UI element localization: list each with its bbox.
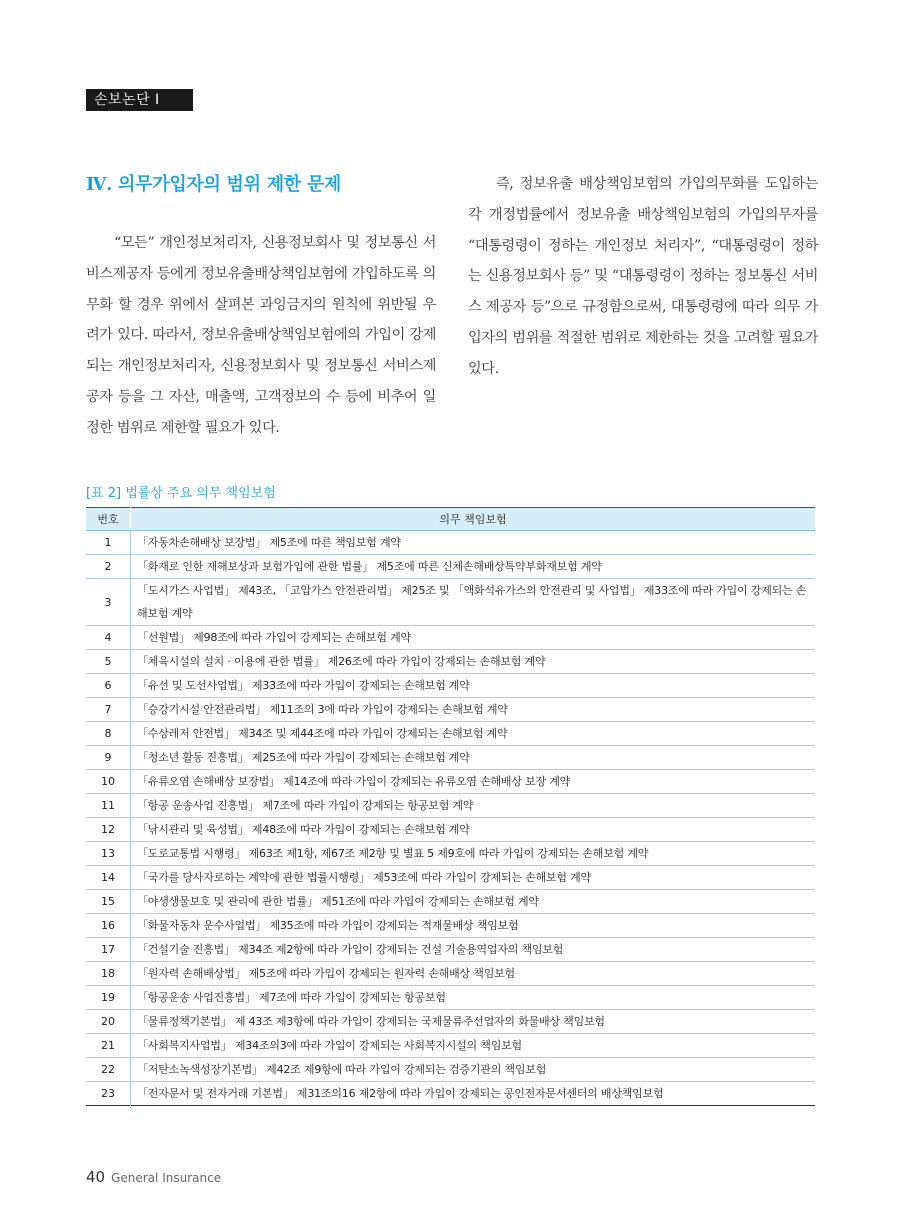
row-number: 23 [86,1082,131,1106]
row-insurance-text: 「저탄소녹색성장기본법」 제42조 제9항에 따라 가입이 강제되는 검증기관의 책임보험 [131,1058,816,1082]
row-number: 20 [86,1010,131,1034]
row-number: 18 [86,962,131,986]
table-row [86,794,815,818]
row-insurance-text: 「유선 및 도선사업법」 제33조에 따라 가입이 강제되는 손해보험 계약 [131,674,816,698]
right-paragraph: 즉, 정보유출 배상책임보험의 가입의무화를 도입하는 각 개정법률에서 정보유출 배상책임보험의 가입의무자를 “대통령령이 정하는 개인정보 처리자”, “대통령령이 정하는 신용정보회사 등” 및 “대통령령이 정하는 정보통신 서비스 제공자 등”으로 규정함으로써, 대통령령에 따라 의무 가입자의 범위를 적절한 범위로 제한하는 것을 고려할 필요가 있다. [468,176,818,377]
row-insurance-text: 「물류정책기본법」 제 43조 제3항에 따라 가입이 강제되는 국제물류주선업자의 화물배상 책임보험 [131,1010,816,1034]
row-insurance-text: 「자동차손해배상 보장법」 제5조에 따른 책임보험 계약 [131,531,816,555]
row-number: 19 [86,986,131,1010]
table-row [86,531,815,555]
row-insurance-text: 「도시가스 사업법」 제43조, 「고압가스 안전관리법」 제25조 및 「액화석유가스의 안전관리 및 사업법」 제33조에 따라 가입이 강제되는 손해보험 계약 [131,579,816,626]
row-insurance-text: 「유류오염 손해배상 보장법」 제14조에 따라 가입이 강제되는 유류오염 손해배상 보장 계약 [131,770,816,794]
table-row [86,1082,815,1106]
table-row [86,818,815,842]
row-insurance-text: 「도로교통법 시행령」 제63조 제1항, 제67조 제2항 및 별표 5 제9호에 따라 가입이 강제되는 손해보험 계약 [131,842,816,866]
row-number: 5 [86,650,131,674]
row-insurance-text: 「수상레저 안전법」 제34조 및 제44조에 따라 가입이 강제되는 손해보험 계약 [131,722,816,746]
table-row [86,914,815,938]
table-row [86,986,815,1010]
table-row [86,579,815,626]
row-number: 8 [86,722,131,746]
row-insurance-text: 「청소년 활동 진흥법」 제25조에 따라 가입이 강제되는 손해보험 계약 [131,746,816,770]
table-row [86,626,815,650]
row-insurance-text: 「사회복지사업법」 제34조의3에 따라 가입이 강제되는 사회복지시설의 책임보험 [131,1034,816,1058]
table-row [86,770,815,794]
row-number: 1 [86,531,131,555]
row-insurance-text: 「선원법」 제98조에 따라 가입이 강제되는 손해보험 계약 [131,626,816,650]
row-number: 10 [86,770,131,794]
table-row [86,890,815,914]
row-number: 3 [86,579,131,626]
table-row [86,938,815,962]
row-number: 13 [86,842,131,866]
row-insurance-text: 「국가를 당사자로하는 계약에 관한 법률시행령」 제53조에 따라 가입이 강제되는 손해보험 계약 [131,866,816,890]
right-column [468,169,818,385]
row-number: 12 [86,818,131,842]
row-number: 16 [86,914,131,938]
section-heading: Ⅳ. 의무가입자의 범위 제한 문제 [86,174,342,195]
row-insurance-text: 「건설기술 진흥법」 제34조 제2항에 따라 가입이 강제되는 건설 기술용역업자의 책임보험 [131,938,816,962]
row-insurance-text: 「전자문서 및 전자거래 기본법」 제31조의16 제2항에 따라 가입이 강제되는 공인전자문서센터의 배상책임보험 [137,1087,664,1100]
row-insurance-text: 「야생생물보호 및 관리에 관한 법률」 제51조에 따라 가입이 강제되는 손해보험 계약 [131,890,816,914]
table-row [86,722,815,746]
row-number: 14 [86,866,131,890]
page-number: 40 [86,1168,106,1186]
row-insurance-text: 「원자력 손해배상법」 제5조에 따라 가입이 강제되는 원자력 손해배상 책임보험 [131,962,816,986]
table-row [86,1010,815,1034]
row-insurance-text: 「낚시관리 및 육성법」 제48조에 따라 가입이 강제되는 손해보험 계약 [131,818,816,842]
row-number: 15 [86,890,131,914]
row-number: 22 [86,1058,131,1082]
row-insurance-text: 「화재로 인한 재해보상과 보험가입에 관한 법률」 제5조에 따른 신체손해배상특약부화재보험 계약 [131,555,816,579]
table-row [86,698,815,722]
row-number: 11 [86,794,131,818]
header-insurance: 의무 책임보험 [131,508,816,531]
row-insurance-text: 「항공운송 사업진흥법」 제7조에 따라 가입이 강제되는 항공보험 [131,986,816,1010]
left-column [86,228,436,444]
table-body [86,531,815,1106]
row-number: 7 [86,698,131,722]
table-row [86,674,815,698]
insurance-table [86,507,815,1106]
row-insurance-text: 「승강기시설 안전관리법」 제11조의 3에 따라 가입이 강제되는 손해보험 계약 [131,698,816,722]
table-row [86,650,815,674]
row-number: 9 [86,746,131,770]
page-footer [86,1167,221,1186]
row-insurance-text: 「화물자동차 운수사업법」 제35조에 따라 가입이 강제되는 적재물배상 책임보험 [131,914,816,938]
publication-name: General Insurance [111,1171,222,1185]
table-row [86,842,815,866]
section-tag: 손보논단 I [86,89,193,111]
left-paragraph: “모든” 개인정보처리자, 신용정보회사 및 정보통신 서비스제공자 등에게 정보유출배상책임보험에 가입하도록 의무화 할 경우 위에서 살펴본 과잉금지의 원칙에 위반될 우려가 있다. 따라서, 정보유출배상책임보험에의 가입이 강제되는 개인정보처리자, 신용정보회사 및 정보통신 서비스제공자 등을 그 자산, 매출액, 고객정보의 수 등에 비추어 일정한 범위로 제한할 필요가 있다. [86,235,436,436]
header-number: 번호 [86,508,131,531]
table-row [86,962,815,986]
row-insurance-text: 「항공 운송사업 진흥법」 제7조에 따라 가입이 강제되는 항공보험 계약 [131,794,816,818]
table-row [86,746,815,770]
row-number: 21 [86,1034,131,1058]
row-number: 2 [86,555,131,579]
row-number: 4 [86,626,131,650]
table-row [86,1034,815,1058]
row-insurance-text: 「체육시설의 설치 · 이용에 관한 법률」 제26조에 따라 가입이 강제되는 손해보험 계약 [131,650,816,674]
table-caption: [표 2] 법률상 주요 의무 책임보험 [86,486,276,501]
row-number: 6 [86,674,131,698]
table-row [86,555,815,579]
table-header-row [86,508,815,531]
table-row [86,866,815,890]
row-number: 17 [86,938,131,962]
table-row [86,1058,815,1082]
